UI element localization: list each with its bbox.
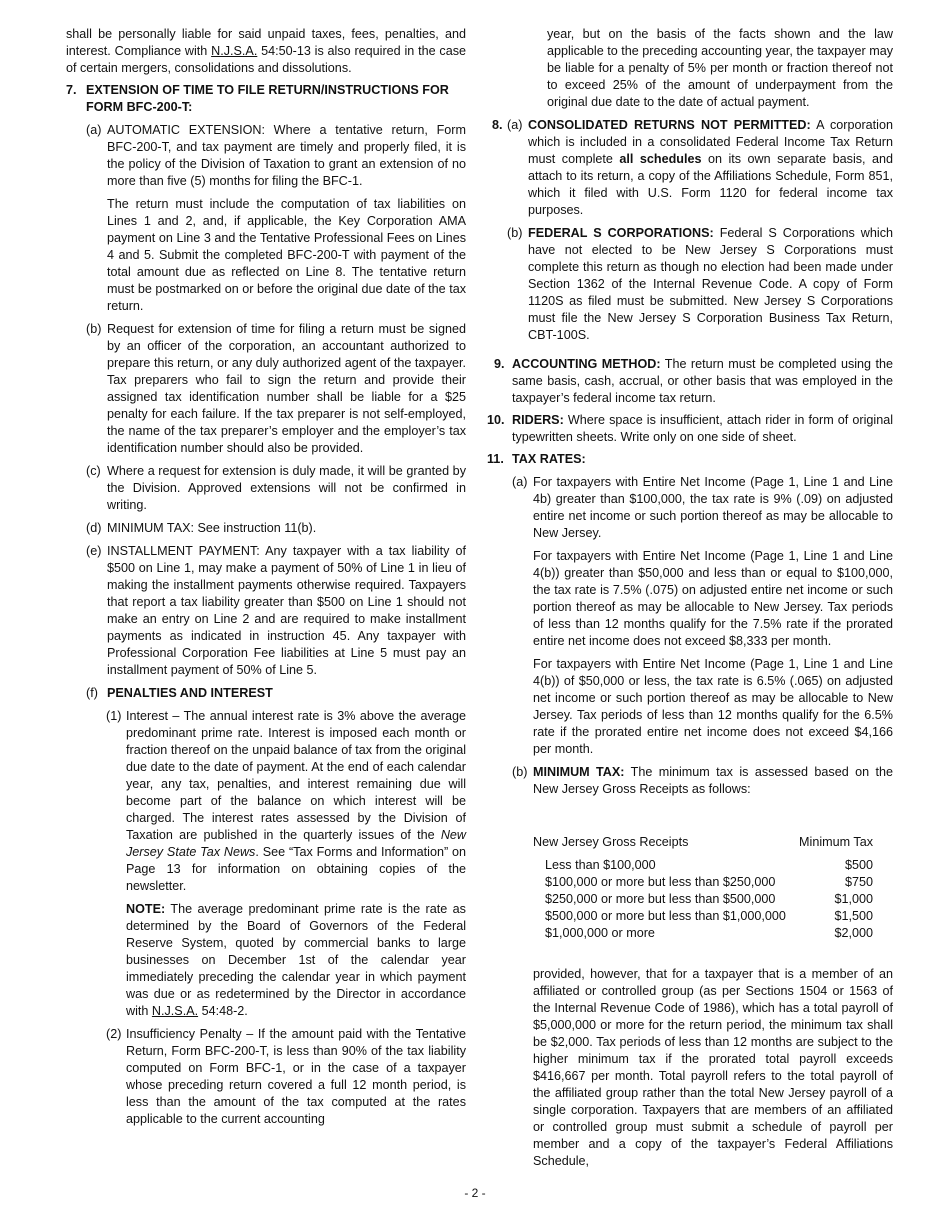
minimum-tax-amount: $500 [844,858,873,872]
item-11a-para-1: For taxpayers with Entire Net Income (Page 1, Line 1 and Line 4b) greater than $100,000, the tax rate is 9% (.09) on adjusted entire net income or such portion thereof as may be allocable to New Jersey. [533,475,893,540]
minimum-tax-amount: $1,500 [834,909,873,923]
minimum-tax-amount: $750 [844,875,873,889]
item-7a-text-2: The return must include the computation of tax liabilities on Lines 1 and 2, and, if applicable, the Key Corporation AMA payment on Line 3 and the Tentative Professional Fees on Lines 4 and 5. Submit the completed BFC-200-T with payment of the total amount due as reflected on Line 8. The tentative return must be postmarked on or before the original due date of the tax return. [107,197,466,313]
item-11b-after-text: provided, however, that for a taxpayer that is a member of an affiliated or controlled group (as per Sections 1504 or 1563 of the Internal Revenue Code of 1986), which has a total payroll of $5,000,000 or more for the return period, the minimum tax shall be $2,000. Tax periods of less than 12 months are subject to the higher minimum tax if the prorated total payroll exceeds $416,667 per month. Total payroll refers to the total payroll of the affiliated group rather than the total New Jersey payroll of a single corporation. Taxpayers that are members of an affiliated or controlled group must submit a schedule of payroll per member and a copy of the taxpayer’s Federal Affiliations Schedule, [533,967,893,1168]
section-10-body: Where space is insufficient, attach rider in form of original typewritten sheets. Write only on one side of sheet. [512,413,893,444]
left-column [66,26,466,1128]
section-10-number: 10. [487,413,505,427]
item-11a-label: (a) [512,475,528,489]
item-7a [66,122,466,315]
minimum-tax-amount: $2,000 [834,926,873,940]
item-7c-text: Where a request for extension is duly made, it will be granted by the Division. Approved extensions will not be confirmed in writing. [107,464,466,512]
intro-text: shall be personally liable for said unpaid taxes, fees, penalties, and interest. Compliance with [66,27,466,58]
section-7-number: 7. [66,83,77,97]
section-11 [487,451,893,468]
item-8b [487,225,893,344]
item-8a-text-1: A corporation which is included in a consolidated Federal Income Tax Return must complete [528,118,893,166]
section-9-text [512,356,893,407]
note-label: NOTE: [126,902,166,916]
item-7a-text: AUTOMATIC EXTENSION: Where a tentative return, Form BFC-200-T, and tax payment are timely and properly filed, it is the policy of the Division of Taxation to grant an extension of no more than five (5) months for filing the BFC-1. [107,123,466,188]
minimum-tax-amount: $1,000 [834,892,873,906]
item-8a-text [528,117,893,219]
intro-tail: 54:50-13 is also required in the case of certain mergers, consolidations and dissolutions. [66,44,466,75]
accounting-method-title: ACCOUNTING METHOD: [512,357,661,371]
item-8a-text-2: on its own separate basis, and attach to its return, a copy of the Affiliations Schedule, Form 851, which it filed with U.S. Form 1120 for federal income tax purposes. [528,152,894,217]
item-7e-text: INSTALLMENT PAYMENT: Any taxpayer with a tax liability of $500 on Line 1, may make a payment of 50% of Line 1 in lieu of making the installment payments otherwise required. Taxpayers that report a tax liability greater than $500 on Line 1 should not make an entry on Line 2 and are required to make installment payments as indicated in instruction 45. Any taxpayer with Professional Corporation Fee liabilities at Line 5 must pay an installment payment of 50% of Line 5. [107,544,466,677]
table-row [533,874,873,891]
gross-receipts-range: $500,000 or more but less than $1,000,000 [545,909,786,923]
note-paragraph [126,901,466,1020]
item-8b-body: Federal S Corporations which have not elected to be New Jersey S Corporations must complete this return as though no election had been made under Section 1362 of the Internal Revenue Code. A copy of Form 1120S as filed must be submitted. New Jersey S Corporations must file the New Jersey S Corporation Business Tax Return, CBT-100S. [528,226,893,342]
intro-statute-ref: N.J.S.A. [211,44,258,58]
item-11b-body: The minimum tax is assessed based on the New Jersey Gross Receipts as follows: [533,765,893,796]
item-7d [66,520,466,537]
item-7b-text: Request for extension of time for filing a return must be signed by an officer of the corporation, an accountant authorized to prepare this return, or any duly authorized agent of the taxpayer. Tax preparers who fail to sign the return and provide their assigned tax identification number shall be liable for a $25 penalty for each failure. If the tax preparer is not self-employed, the name of the tax preparer’s employer and the employer’s tax identification number should also be provided. [107,322,466,455]
section-8-number: 8. [492,118,503,132]
gross-receipts-range: $1,000,000 or more [545,926,655,940]
item-7e [66,543,466,679]
item-7f-label: (f) [86,686,98,700]
note-tail: 54:48-2. [201,1004,248,1018]
item-7f-2-text: Insufficiency Penalty – If the amount paid with the Tentative Return, Form BFC-200-T, is less than 90% of the tax liability computed on Form BFC-1, or in the case of a taxpayer whose preceding return covered a full 12 month period, is less than the amount of the tax computed at the rates applicable to the current accounting [126,1027,466,1126]
note-statute-ref: N.J.S.A. [151,1004,199,1018]
item-11b-text [533,764,893,798]
table-row [533,857,873,874]
table-row [533,925,873,942]
minimum-tax-header: Minimum Tax [799,835,873,849]
section-9-body: The return must be completed using the same basis, cash, accrual, or other basis that was employed in the taxpayer’s federal income tax return. [512,357,893,405]
item-7e-label: (e) [86,544,102,558]
page-number: - 2 - [464,1186,486,1200]
item-7f-title: PENALTIES AND INTEREST [107,686,273,700]
all-schedules-emphasis: all schedules [619,152,702,166]
right-column [487,26,893,1170]
section-10-text [512,412,893,446]
insufficiency-penalty-continued [487,26,893,111]
item-11a-para-2: For taxpayers with Entire Net Income (Page 1, Line 1 and Line 4(b)) greater than $50,000 and less than or equal to $100,000, the tax rate is 7.5% (.075) on adjusted entire net income or such portion thereof as may be allocable to New Jersey. Tax periods of less than 12 months qualify for the 7.5% rate if the prorated entire net income does not exceed $8,333 per month. [533,549,893,648]
table-row [533,891,873,908]
item-7f-1-text [126,708,466,895]
item-11b-label: (b) [512,765,528,779]
tax-news-title: New Jersey State Tax News [126,828,467,859]
tax-rates-title: TAX RATES: [512,452,586,466]
item-11b-continued [487,966,893,1170]
item-7f-2 [66,1026,466,1128]
section-7 [66,82,466,116]
table-row [533,908,873,925]
interest-text: Interest – The annual interest rate is 3% above the average predominant prime rate. Interest is imposed each month or fraction thereof on the unpaid balance of tax from the original due date to the date of payment. At the end of each calendar year, any tax, penalties, and interest remaining due will become part of the balance on which interest will be charged. The interest rates assessed by the Division of Taxation are published in the quarterly issues of the [126,709,466,842]
item-7b [66,321,466,457]
federal-s-corp-title: FEDERAL S CORPORATIONS: [528,226,714,240]
item-8b-text [528,225,893,344]
item-11b [487,764,893,798]
minimum-tax-title: MINIMUM TAX: [533,765,625,779]
section-9 [487,356,893,407]
gross-receipts-header: New Jersey Gross Receipts [533,835,689,849]
gross-receipts-range: $250,000 or more but less than $500,000 [545,892,776,906]
item-8a-label: (a) [507,118,523,132]
item-7a-label: (a) [86,123,102,137]
table-header-row [533,834,873,851]
item-11a [487,474,893,758]
note-text: The average predominant prime rate is the rate as determined by the Board of Governors of the Federal Reserve System, quoted by commercial banks to large businesses on December 1st of the calendar year immediately preceding the calendar year in which payment was due or as redetermined by the Director in accordance with [126,902,466,1018]
item-8b-label: (b) [507,226,523,240]
item-7d-label: (d) [86,521,102,535]
gross-receipts-range: Less than $100,000 [545,858,656,872]
item-7f-1-label: (1) [106,709,122,723]
item-7c-label: (c) [86,464,101,478]
item-7f [66,685,466,702]
section-11-number: 11. [487,452,504,466]
consolidated-returns-title: CONSOLIDATED RETURNS NOT PERMITTED: [528,118,811,132]
item-8a [487,117,893,219]
section-10 [487,412,893,446]
item-7d-text: MINIMUM TAX: See instruction 11(b). [107,521,317,535]
minimum-tax-rows [533,857,873,942]
penalty-continued-text: year, but on the basis of the facts shown and the law applicable to the preceding accounting year, the taxpayer may be liable for a penalty of 5% per month or fraction thereof not to exceed 25% of the amount of underpayment from the original due date to the date of actual payment. [547,27,893,109]
section-9-number: 9. [494,357,505,371]
item-7f-2-label: (2) [106,1027,122,1041]
section-7-title: EXTENSION OF TIME TO FILE RETURN/INSTRUCTIONS FOR FORM BFC-200-T: [86,83,449,114]
item-7f-1 [66,708,466,1020]
riders-title: RIDERS: [512,413,564,427]
intro-paragraph [66,26,466,77]
gross-receipts-range: $100,000 or more but less than $250,000 [545,875,776,889]
item-11a-para-3: For taxpayers with Entire Net Income (Page 1, Line 1 and Line 4(b)) of $50,000 or less, the tax rate is 6.5% (.065) on adjusted net income or such portion thereof as may be allocable to New Jersey. Tax periods of less than 12 months qualify for the 6.5% rate if the prorated entire net income does not exceed $4,166 per month. [533,657,893,756]
item-7c [66,463,466,514]
item-7b-label: (b) [86,322,102,336]
interest-text-tail: . See “Tax Forms and Information” on Page 13 for information on obtaining copies of the newsletter. [126,845,466,893]
minimum-tax-table [533,834,873,942]
